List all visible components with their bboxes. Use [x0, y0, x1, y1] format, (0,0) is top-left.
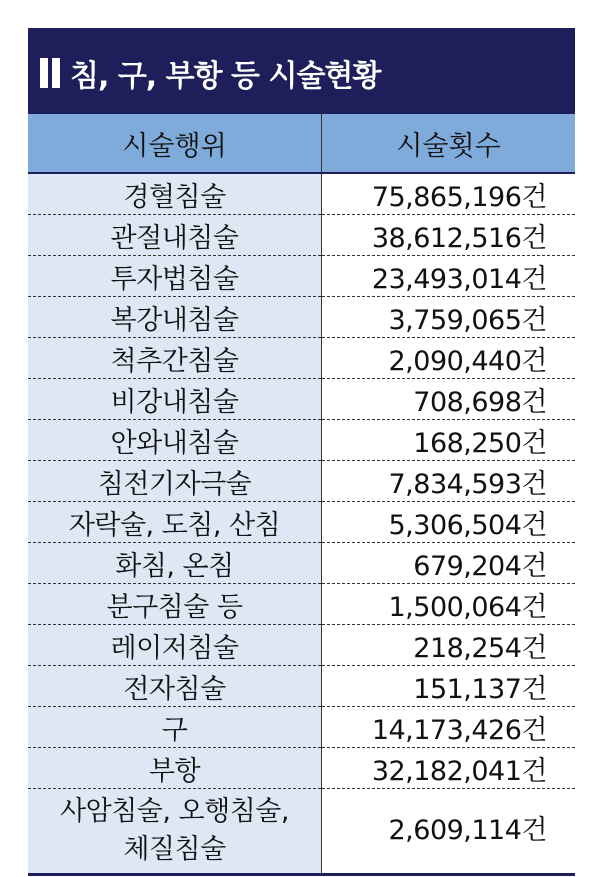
count-cell: 151,137건	[322, 666, 576, 707]
count-cell: 32,182,041건	[322, 748, 576, 789]
table-row	[28, 379, 575, 420]
activity-cell: 경혈침술	[28, 173, 322, 215]
count-cell: 75,865,196건	[322, 173, 576, 215]
count-cell: 1,500,064건	[322, 584, 576, 625]
activity-line-2: 체질침술	[123, 834, 226, 865]
table-row	[28, 215, 575, 256]
table-row	[28, 338, 575, 379]
activity-cell: 자락술, 도침, 산침	[28, 502, 322, 543]
count-cell: 168,250건	[322, 420, 576, 461]
count-cell: 2,090,440건	[322, 338, 576, 379]
count-cell: 5,306,504건	[322, 502, 576, 543]
activity-cell: 관절내침술	[28, 215, 322, 256]
title-bullet-icon	[40, 58, 60, 88]
activity-cell: 부항	[28, 748, 322, 789]
count-cell: 2,609,114건	[322, 789, 576, 875]
title-bar	[28, 28, 575, 114]
activity-cell: 복강내침술	[28, 297, 322, 338]
activity-cell	[28, 789, 322, 875]
table-row	[28, 461, 575, 502]
table-row	[28, 543, 575, 584]
table-header-row	[28, 114, 575, 173]
stats-panel	[28, 28, 575, 865]
activity-cell: 레이저침술	[28, 625, 322, 666]
table-row	[28, 625, 575, 666]
activity-cell: 척추간침술	[28, 338, 322, 379]
table-row	[28, 666, 575, 707]
count-cell: 38,612,516건	[322, 215, 576, 256]
activity-cell: 전자침술	[28, 666, 322, 707]
activity-cell: 안와내침술	[28, 420, 322, 461]
table-row	[28, 297, 575, 338]
page-title: 침, 구, 부항 등 시술현황	[70, 58, 381, 94]
activity-cell: 투자법침술	[28, 256, 322, 297]
table-row	[28, 502, 575, 543]
count-cell: 708,698건	[322, 379, 576, 420]
count-cell: 679,204건	[322, 543, 576, 584]
activity-cell: 구	[28, 707, 322, 748]
activity-line-1: 사암침술, 오행침술,	[60, 796, 289, 827]
table-row	[28, 789, 575, 875]
count-cell: 23,493,014건	[322, 256, 576, 297]
header-count: 시술횟수	[322, 114, 576, 173]
activity-cell: 분구침술 등	[28, 584, 322, 625]
activity-cell: 화침, 온침	[28, 543, 322, 584]
table-row	[28, 420, 575, 461]
table-row	[28, 707, 575, 748]
header-activity: 시술행위	[28, 114, 322, 173]
activity-cell: 비강내침술	[28, 379, 322, 420]
table-body	[28, 173, 575, 875]
count-cell: 7,834,593건	[322, 461, 576, 502]
table-row	[28, 173, 575, 215]
activity-cell: 침전기자극술	[28, 461, 322, 502]
procedure-table	[28, 114, 575, 876]
table-row	[28, 748, 575, 789]
count-cell: 218,254건	[322, 625, 576, 666]
count-cell: 14,173,426건	[322, 707, 576, 748]
count-cell: 3,759,065건	[322, 297, 576, 338]
table-row	[28, 584, 575, 625]
table-row	[28, 256, 575, 297]
